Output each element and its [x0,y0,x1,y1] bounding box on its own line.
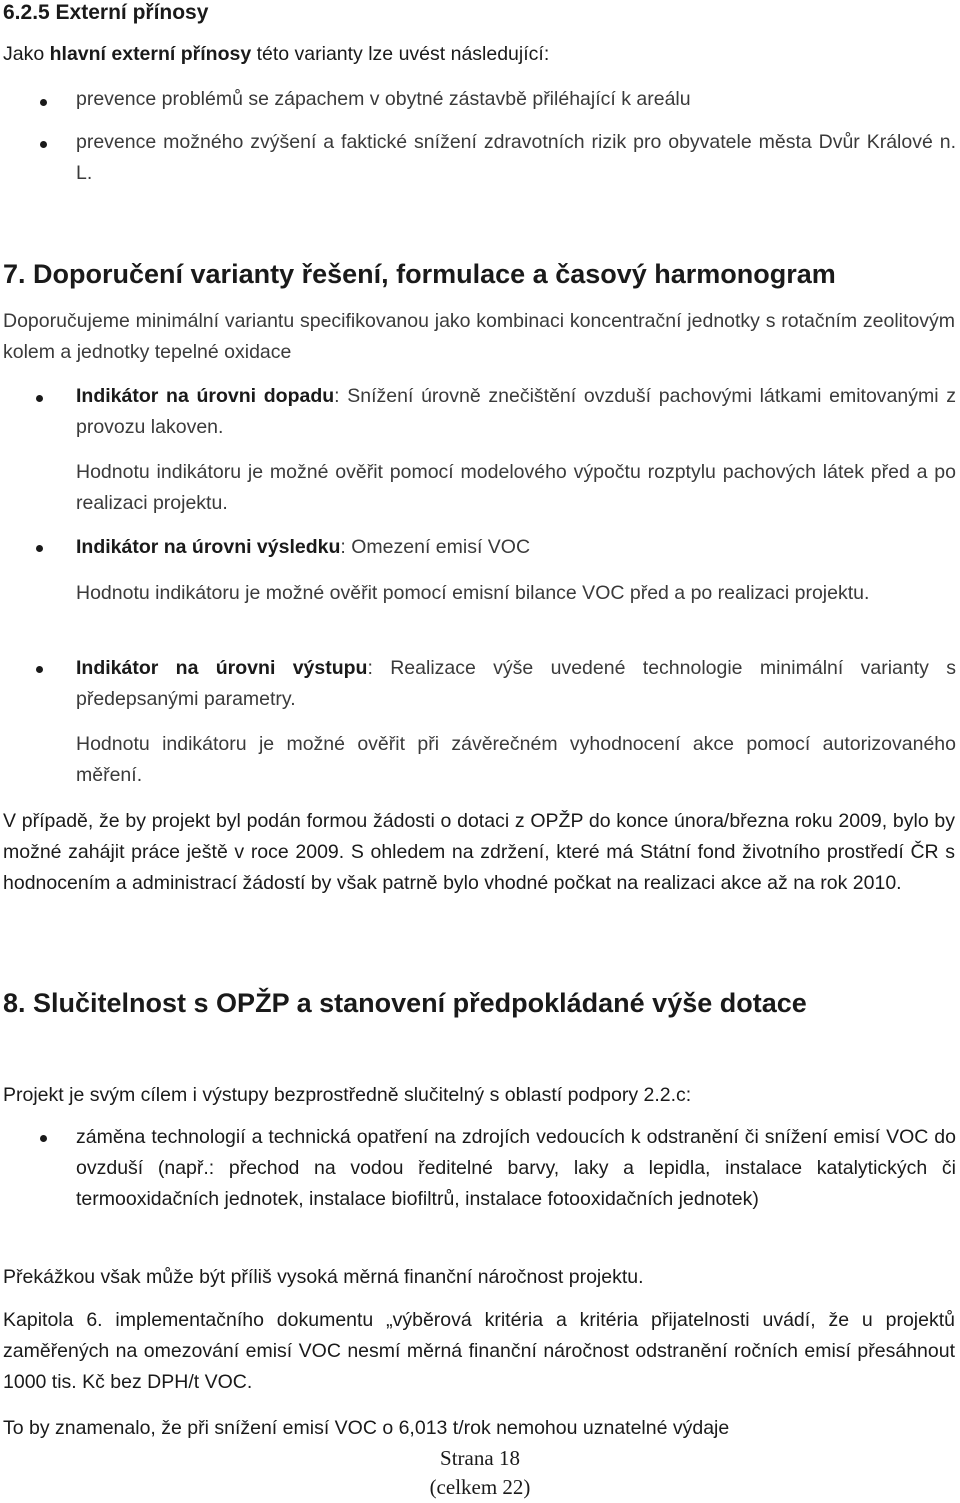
bullet-dot [36,666,43,673]
indicator-text: : Omezení emisí VOC [340,536,531,558]
section-8-intro: Projekt je svým cílem i výstupy bezprostředně slučitelný s oblastí podpory 2.2.c: [3,1084,692,1106]
section-heading-8: 8. Slučitelnost s OPŽP a stanovení předpokládané výše dotace [3,988,807,1018]
indicator-note: Hodnotu indikátoru je možné ověřit pomocí modelového výpočtu rozptylu pachových látek před a po realizaci projektu. [76,461,956,514]
indicator-text: : Snížení úrovně znečištění ovzduší pachovými látkami emitovanými z provozu lakoven. [76,385,956,438]
section-6-2-5-intro [3,39,953,70]
section-7-intro: Doporučujeme minimální variantu specifikovanou jako kombinaci koncentrační jednotky s rotačním zeolitovým kolem a jednotky tepelné oxidace [3,310,955,363]
bullet-item: záměna technologií a technická opatření na zdrojích vedoucích k odstranění či snížení emisí VOC do ovzduší (např.: přechod na vodou ředitelné barvy, laky a lepidla, instalace katalytických či termooxidačních jednotek, instalace biofiltrů, instalace fotooxidačních jednotek) [76,1126,956,1210]
page-number: Strana 18 [440,1446,520,1470]
indicator-result [76,532,956,563]
section-8-paragraph: Kapitola 6. implementačního dokumentu „výběrová kritéria a kritéria přijatelnosti uvádí, že u projektů zaměřených na omezování emisí VOC nesmí měrná finanční náročnost odstranění ročních emisí přesáhnout 1000 tis. Kč bez DPH/t VOC. [3,1309,955,1393]
intro-bold: hlavní externí přínosy [49,43,252,65]
indicator-label: Indikátor na úrovni dopadu [76,385,335,407]
page-footer [380,1444,580,1502]
indicator-output [76,653,956,715]
section-heading-6-2-5: 6.2.5 Externí přínosy [3,1,209,24]
intro-prefix: Jako [3,43,50,65]
bullet-dot [36,545,43,552]
indicator-label: Indikátor na úrovni výsledku [76,536,341,558]
section-8-paragraph: Překážkou však může být příliš vysoká měrná finanční náročnost projektu. [3,1266,644,1288]
indicator-text: : Realizace výše uvedené technologie minimální varianty s předepsanými parametry. [76,657,956,710]
bullet-dot [36,395,43,402]
bullet-dot [40,141,47,148]
bullet-item: prevence možného zvýšení a faktické snížení zdravotních rizik pro obyvatele města Dvůr Králové n. L. [76,131,956,184]
indicator-note: Hodnotu indikátoru je možné ověřit při závěrečném vyhodnocení akce pomocí autorizovaného měření. [76,733,956,786]
bullet-dot [40,99,47,106]
indicator-label: Indikátor na úrovni výstupu [76,657,368,679]
section-7-closing: V případě, že by projekt byl podán formou žádosti o dotaci z OPŽP do konce února/března roku 2009, bylo by možné zahájit práce ještě v roce 2009. S ohledem na zdržení, které má Státní fond životního prostředí ČR s hodnocením a administrací žádostí by však patrně bylo vhodné počkat na realizaci akce až na rok 2010. [3,810,955,894]
page-total: (celkem 22) [429,1475,531,1499]
indicator-impact [76,381,956,443]
section-8-paragraph: To by znamenalo, že při snížení emisí VOC o 6,013 t/rok nemohou uznatelné výdaje [3,1417,730,1439]
bullet-item: prevence problémů se zápachem v obytné zástavbě přiléhající k areálu [76,88,691,110]
intro-suffix: této varianty lze uvést následující: [251,43,550,65]
indicator-note: Hodnotu indikátoru je možné ověřit pomocí emisní bilance VOC před a po realizaci projektu. [76,582,870,604]
bullet-dot [40,1135,47,1142]
section-heading-7: 7. Doporučení varianty řešení, formulace a časový harmonogram [3,259,836,289]
